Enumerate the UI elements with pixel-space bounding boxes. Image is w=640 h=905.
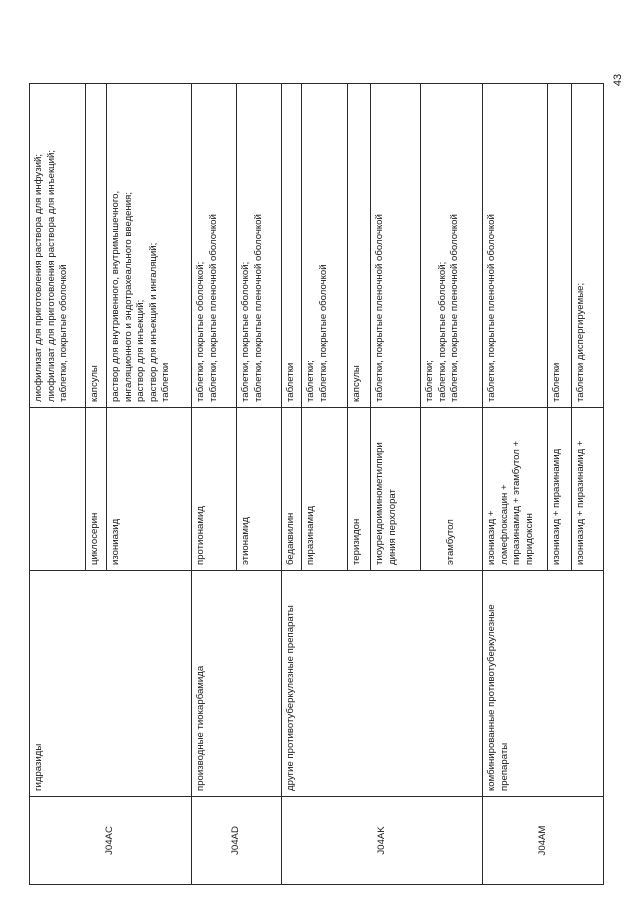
dosage-form-cell: раствор для внутривенного, внутримышечного, ингаляционного и эндотрахеального введения; раствор для инъекций; раствор для инъекций и ингаляций; таблетки [107,84,192,408]
group-name-cell: производные тиокарбамида [192,571,282,797]
drug-name-cell: бедаквилин [282,408,302,571]
drug-name-cell: пиразинамид [302,408,348,571]
drug-name-cell: протионамид [192,408,237,571]
rotated-page-content [29,84,603,885]
dosage-form-cell: таблетки; таблетки, покрытые оболочкой [302,84,348,408]
medicines-table [29,83,604,885]
drug-name-cell: изониазид + пиразинамид + [572,408,604,571]
dosage-form-cell: таблетки, покрытые пленочной оболочкой [483,84,548,408]
page-number: 43 [612,73,624,87]
group-name-cell: комбинированные противотуберкулезные препараты [483,571,604,797]
drug-name-cell: изониазид + пиразинамид [548,408,572,571]
dosage-form-cell: таблетки, покрытые оболочкой; таблетки, покрытые пленочной оболочкой [237,84,282,408]
drug-name-cell: этамбутол [421,408,483,571]
table-row [192,84,237,885]
dosage-form-cell: капсулы [86,84,107,408]
group-name-cell: гидразиды [30,571,192,797]
atc-code-cell: J04AK [282,797,483,885]
dosage-form-cell: таблетки [282,84,302,408]
dosage-form-cell: лиофилизат для приготовления раствора для инфузий; лиофилизат для приготовления раствора для инъекций; таблетки, покрытые оболочкой [30,84,86,408]
dosage-form-cell: таблетки; таблетки, покрытые оболочкой; таблетки, покрытые пленочной оболочкой [421,84,483,408]
drug-name-cell: тиоуреидоиминометилпири диния перхлорат [371,408,421,571]
dosage-form-cell: таблетки диспергируемые; [572,84,604,408]
drug-name-cell: теризидон [348,408,371,571]
drug-name-cell: циклосерин [86,408,107,571]
dosage-form-cell: таблетки [548,84,572,408]
table-row [483,84,548,885]
dosage-form-cell: таблетки, покрытые пленочной оболочкой [371,84,421,408]
dosage-form-cell: капсулы [348,84,371,408]
atc-code-cell: J04AM [483,797,604,885]
atc-code-cell: J04AC [30,797,192,885]
dosage-form-cell: таблетки, покрытые оболочкой; таблетки, покрытые пленочной оболочкой [192,84,237,408]
drug-name-cell [30,408,86,571]
drug-name-cell: этионамид [237,408,282,571]
table-row [282,84,302,885]
drug-name-cell: изониазид + ломефлоксацин + пиразинамид + этамбутол + пиридоксин [483,408,548,571]
group-name-cell: другие противотуберкулезные препараты [282,571,483,797]
table-row [30,84,86,885]
drug-name-cell: изониазид [107,408,192,571]
atc-code-cell: J04AD [192,797,282,885]
